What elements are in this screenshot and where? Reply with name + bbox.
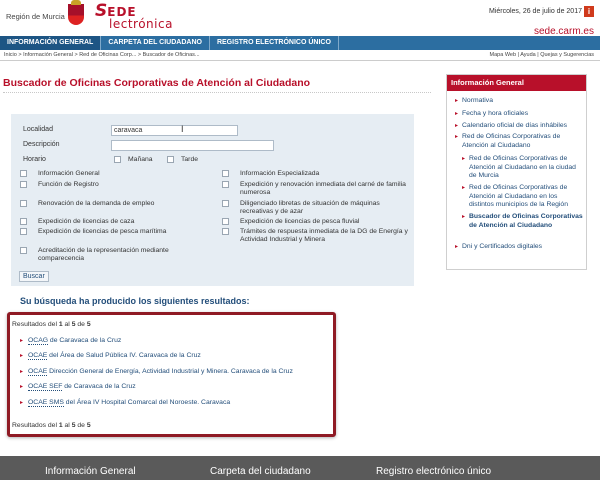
result-abbr: OCAE — [28, 352, 48, 359]
result-abbr: OCAE SMS — [28, 399, 64, 406]
option-checkbox[interactable] — [20, 218, 27, 225]
option-label: Acreditación de la representación mediante comparecencia — [38, 247, 169, 262]
tarde-checkbox[interactable] — [167, 156, 174, 163]
result-count-bottom — [12, 422, 91, 429]
sidebar-item-dni[interactable]: ▸ Dni y Certificados digitales — [462, 243, 582, 252]
count-mid: al — [64, 321, 70, 328]
top-header — [0, 0, 600, 36]
sede-electronica-logo[interactable] — [95, 3, 173, 30]
result-text: de Caravaca de la Cruz — [62, 383, 136, 390]
option-label: Renovación de la demanda de empleo — [38, 200, 155, 207]
result-text: del Área de Salud Pública IV. Caravaca de la Cruz — [47, 352, 201, 359]
sede-logo-rest: EDE — [107, 5, 137, 19]
info-icon[interactable]: i — [584, 6, 594, 17]
option-checkbox[interactable] — [20, 247, 27, 254]
footer-carpeta-ciudadano[interactable]: Carpeta del ciudadano — [210, 466, 311, 477]
result-count-top — [12, 321, 91, 328]
breadcrumb[interactable]: Inicio > Información General > Red de Oficinas Corp... > Buscador de Oficinas... — [4, 52, 200, 58]
option-checkbox[interactable] — [222, 181, 229, 188]
option-checkbox[interactable] — [222, 200, 229, 207]
option-checkbox[interactable] — [222, 218, 229, 225]
option-label: Expedición de licencias de pesca marítima — [38, 228, 167, 235]
count-of: de — [77, 321, 85, 328]
result-text: Dirección General de Energía, Actividad Industrial y Minera. Caravaca de la Cruz — [47, 368, 293, 375]
main-nav — [0, 36, 600, 50]
option-label: Trámites de respuesta inmediata de la DG de Energía y Actividad Industrial y Minera — [240, 228, 408, 243]
option-label: Información Especializada — [240, 170, 320, 177]
option-checkbox[interactable] — [20, 228, 27, 235]
header-right — [489, 3, 594, 37]
footer-registro-electronico[interactable]: Registro electrónico único — [376, 466, 492, 477]
sede-logo-initial: S — [95, 1, 108, 21]
count-prefix: Resultados del — [12, 321, 57, 328]
option-label: Expedición de licencias de pesca fluvial — [240, 218, 360, 225]
count-from: 1 — [58, 422, 63, 429]
text-cursor-icon: I — [181, 124, 184, 134]
count-total: 5 — [86, 422, 91, 429]
sub-bar — [0, 50, 600, 61]
sidebar-subitem-murcia[interactable]: ▸ Red de Oficinas Corporativas de Atención al Ciudadano en la ciudad de Murcia — [469, 155, 584, 181]
option-label: Diligenciado libretas de situación de máquinas recreativas y de azar — [240, 200, 380, 215]
tarde-label: Tarde — [181, 156, 199, 163]
option-checkbox[interactable] — [20, 181, 27, 188]
result-item[interactable] — [20, 383, 136, 390]
result-item[interactable] — [20, 337, 121, 344]
localidad-label: Localidad — [23, 126, 53, 133]
current-date: Miércoles, 26 de julio de 2017 — [488, 8, 582, 16]
descripcion-input[interactable] — [111, 140, 274, 151]
result-text: del Área IV Hospital Comarcal del Noroeste. Caravaca — [63, 399, 231, 406]
footer — [0, 456, 600, 480]
region-label: Región de Murcia — [6, 12, 65, 21]
option-label: Función de Registro — [38, 181, 99, 188]
page-title: Buscador de Oficinas Corporativas de Atención al Ciudadano — [3, 77, 311, 89]
search-form — [11, 114, 414, 286]
result-abbr: OCAE — [28, 368, 48, 375]
results-box — [7, 312, 336, 437]
sidebar-item-calendario[interactable]: ▸ Calendario oficial de días inhábiles — [462, 122, 586, 131]
option-checkbox[interactable] — [222, 228, 229, 235]
sidebar — [446, 74, 587, 270]
coat-of-arms-icon — [68, 4, 84, 25]
sidebar-item-normativa[interactable]: ▸ Normativa — [462, 97, 582, 106]
sidebar-title: Información General — [447, 75, 586, 91]
title-divider — [3, 92, 431, 93]
sidebar-subitem-buscador[interactable]: ▸ Buscador de Oficinas Corporativas de Atención al Ciudadano — [469, 213, 584, 230]
count-of: de — [77, 422, 85, 429]
sidebar-item-red-oficinas[interactable]: ▸ Red de Oficinas Corporativas de Atención al Ciudadano — [462, 133, 582, 150]
manana-checkbox[interactable] — [114, 156, 121, 163]
result-abbr: OCAE SEF — [28, 383, 63, 390]
option-checkbox[interactable] — [20, 170, 27, 177]
count-mid: al — [64, 422, 70, 429]
result-text: de Caravaca de la Cruz — [48, 337, 122, 344]
count-total: 5 — [86, 321, 91, 328]
count-to: 5 — [71, 422, 76, 429]
result-abbr: OCAG — [28, 337, 49, 344]
horario-label: Horario — [23, 156, 46, 163]
count-to: 5 — [71, 321, 76, 328]
nav-informacion-general[interactable]: INFORMACIÓN GENERAL — [0, 36, 101, 50]
footer-informacion-general[interactable]: Información General — [45, 466, 136, 477]
option-checkbox[interactable] — [222, 170, 229, 177]
option-checkbox[interactable] — [20, 200, 27, 207]
utility-links[interactable]: Mapa Web | Ayuda | Quejas y Sugerencias — [489, 52, 594, 58]
nav-carpeta-ciudadano[interactable]: CARPETA DEL CIUDADANO — [101, 36, 210, 50]
sede-logo-sub: lectrónica — [109, 17, 173, 31]
result-item[interactable] — [20, 368, 293, 375]
site-link[interactable]: sede.carm.es — [533, 26, 594, 37]
search-button[interactable]: Buscar — [19, 271, 49, 282]
localidad-input[interactable]: caravaca — [111, 125, 238, 136]
manana-label: Mañana — [128, 156, 153, 163]
region-logo[interactable] — [6, 4, 84, 25]
nav-registro-electronico[interactable]: REGISTRO ELECTRÓNICO ÚNICO — [210, 36, 339, 50]
result-item[interactable] — [20, 399, 230, 406]
descripcion-label: Descripción — [23, 141, 60, 148]
option-label: Expedición de licencias de caza — [38, 218, 135, 225]
results-heading: Su búsqueda ha producido los siguientes resultados: — [20, 296, 250, 306]
sidebar-subitem-municipios[interactable]: ▸ Red de Oficinas Corporativas de Atención al Ciudadano en los distintos municipios de la Región — [469, 184, 584, 210]
count-prefix: Resultados del — [12, 422, 57, 429]
option-label: Información General — [38, 170, 100, 177]
count-from: 1 — [58, 321, 63, 328]
sidebar-item-fecha-hora[interactable]: ▸ Fecha y hora oficiales — [462, 110, 582, 119]
result-item[interactable] — [20, 352, 201, 359]
option-label: Expedición y renovación inmediata del carné de familia numerosa — [240, 181, 406, 196]
